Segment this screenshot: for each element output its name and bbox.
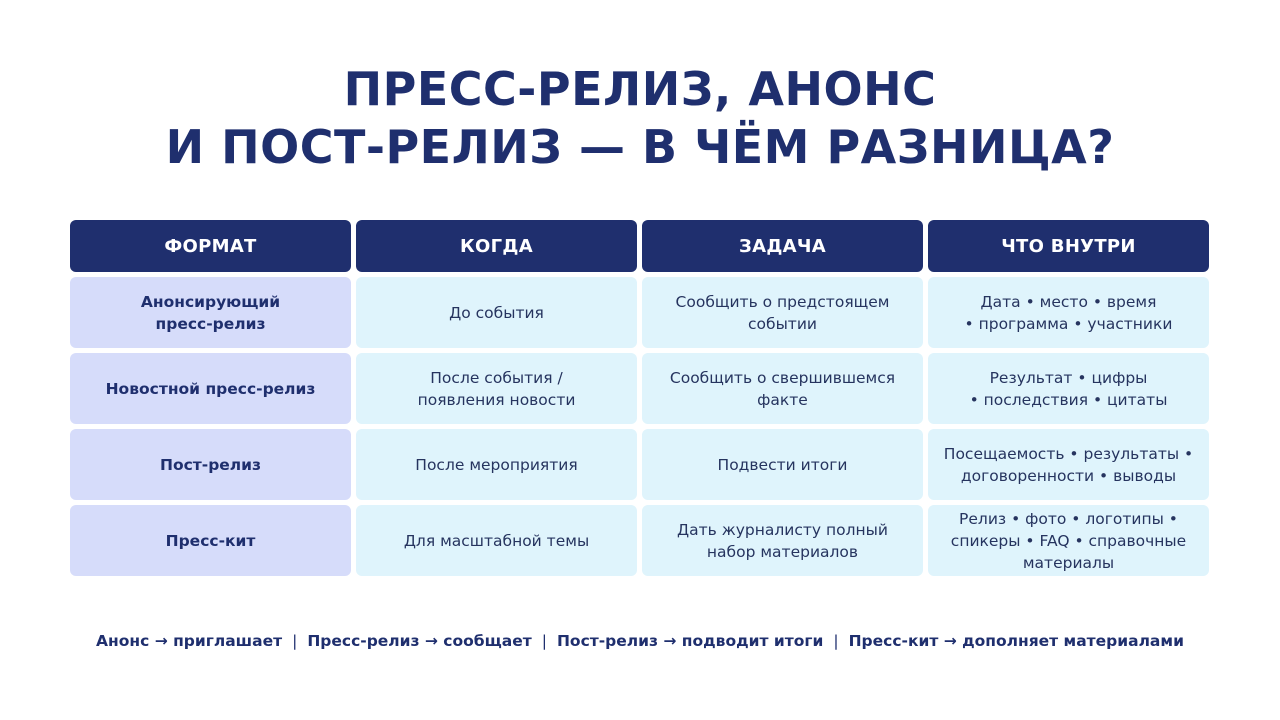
cell-line: Новостной пресс-релиз <box>105 379 316 398</box>
footer-item: Пост-релиз → подводит итоги <box>556 632 824 650</box>
cell-line: Дата • место • время <box>980 292 1157 311</box>
table-cell-task <box>642 353 923 424</box>
header-when: КОГДА <box>356 220 637 272</box>
header-task: ЗАДАЧА <box>642 220 923 272</box>
title-line-2: И ПОСТ-РЕЛИЗ — В ЧЁМ РАЗНИЦА? <box>165 120 1115 174</box>
table-cell-inside <box>928 429 1209 500</box>
footer-item: Анонс → приглашает <box>96 632 283 650</box>
comparison-table <box>70 220 1210 576</box>
table-cell-format <box>70 277 351 348</box>
cell-line: набор материалов <box>706 542 859 561</box>
cell-line: Для масштабной темы <box>403 531 590 550</box>
cell-line: материалы <box>1022 553 1115 572</box>
table-cell-format <box>70 429 351 500</box>
cell-line: • последствия • цитаты <box>969 390 1168 409</box>
cell-line: договоренности • выводы <box>960 466 1177 485</box>
footer-item: Пресс-кит → дополняет материалами <box>848 632 1184 650</box>
cell-line: Пост-релиз <box>159 455 262 474</box>
page-title <box>0 60 1280 176</box>
table-cell-inside <box>928 353 1209 424</box>
header-inside: ЧТО ВНУТРИ <box>928 220 1209 272</box>
table-cell-inside <box>928 505 1209 576</box>
footer-separator: | <box>833 632 839 650</box>
cell-line: Сообщить о свершившемся <box>669 368 896 387</box>
table-cell-when <box>356 353 637 424</box>
cell-line: спикеры • FAQ • справочные <box>950 531 1187 550</box>
cell-line: Дать журналисту полный <box>677 520 888 539</box>
table-cell-when <box>356 277 637 348</box>
cell-line: После события / <box>430 368 563 387</box>
table-cell-when <box>356 429 637 500</box>
title-line-1: ПРЕСС-РЕЛИЗ, АНОНС <box>343 62 937 116</box>
table-cell-inside <box>928 277 1209 348</box>
table-cell-task <box>642 505 923 576</box>
cell-line: Пресс-кит <box>165 531 256 550</box>
cell-line: Сообщить о предстоящем <box>675 292 890 311</box>
table-cell-format <box>70 505 351 576</box>
cell-line: Анонсирующий <box>140 292 281 311</box>
cell-line: появления новости <box>417 390 576 409</box>
footer-summary <box>0 632 1280 650</box>
cell-line: • программа • участники <box>964 314 1173 333</box>
cell-line: Результат • цифры <box>989 368 1148 387</box>
cell-line: Посещаемость • результаты • <box>943 444 1194 463</box>
cell-line: До события <box>449 303 544 322</box>
cell-line: пресс-релиз <box>155 314 266 333</box>
cell-line: После мероприятия <box>415 455 578 474</box>
table-cell-format <box>70 353 351 424</box>
table-cell-task <box>642 277 923 348</box>
cell-line: Релиз • фото • логотипы • <box>959 509 1178 528</box>
footer-separator: | <box>541 632 547 650</box>
table-cell-task <box>642 429 923 500</box>
cell-line: событии <box>748 314 817 333</box>
cell-line: Подвести итоги <box>717 455 848 474</box>
footer-separator: | <box>292 632 298 650</box>
footer-item: Пресс-релиз → сообщает <box>307 632 532 650</box>
cell-line: факте <box>757 390 808 409</box>
header-format: ФОРМАТ <box>70 220 351 272</box>
table-cell-when <box>356 505 637 576</box>
